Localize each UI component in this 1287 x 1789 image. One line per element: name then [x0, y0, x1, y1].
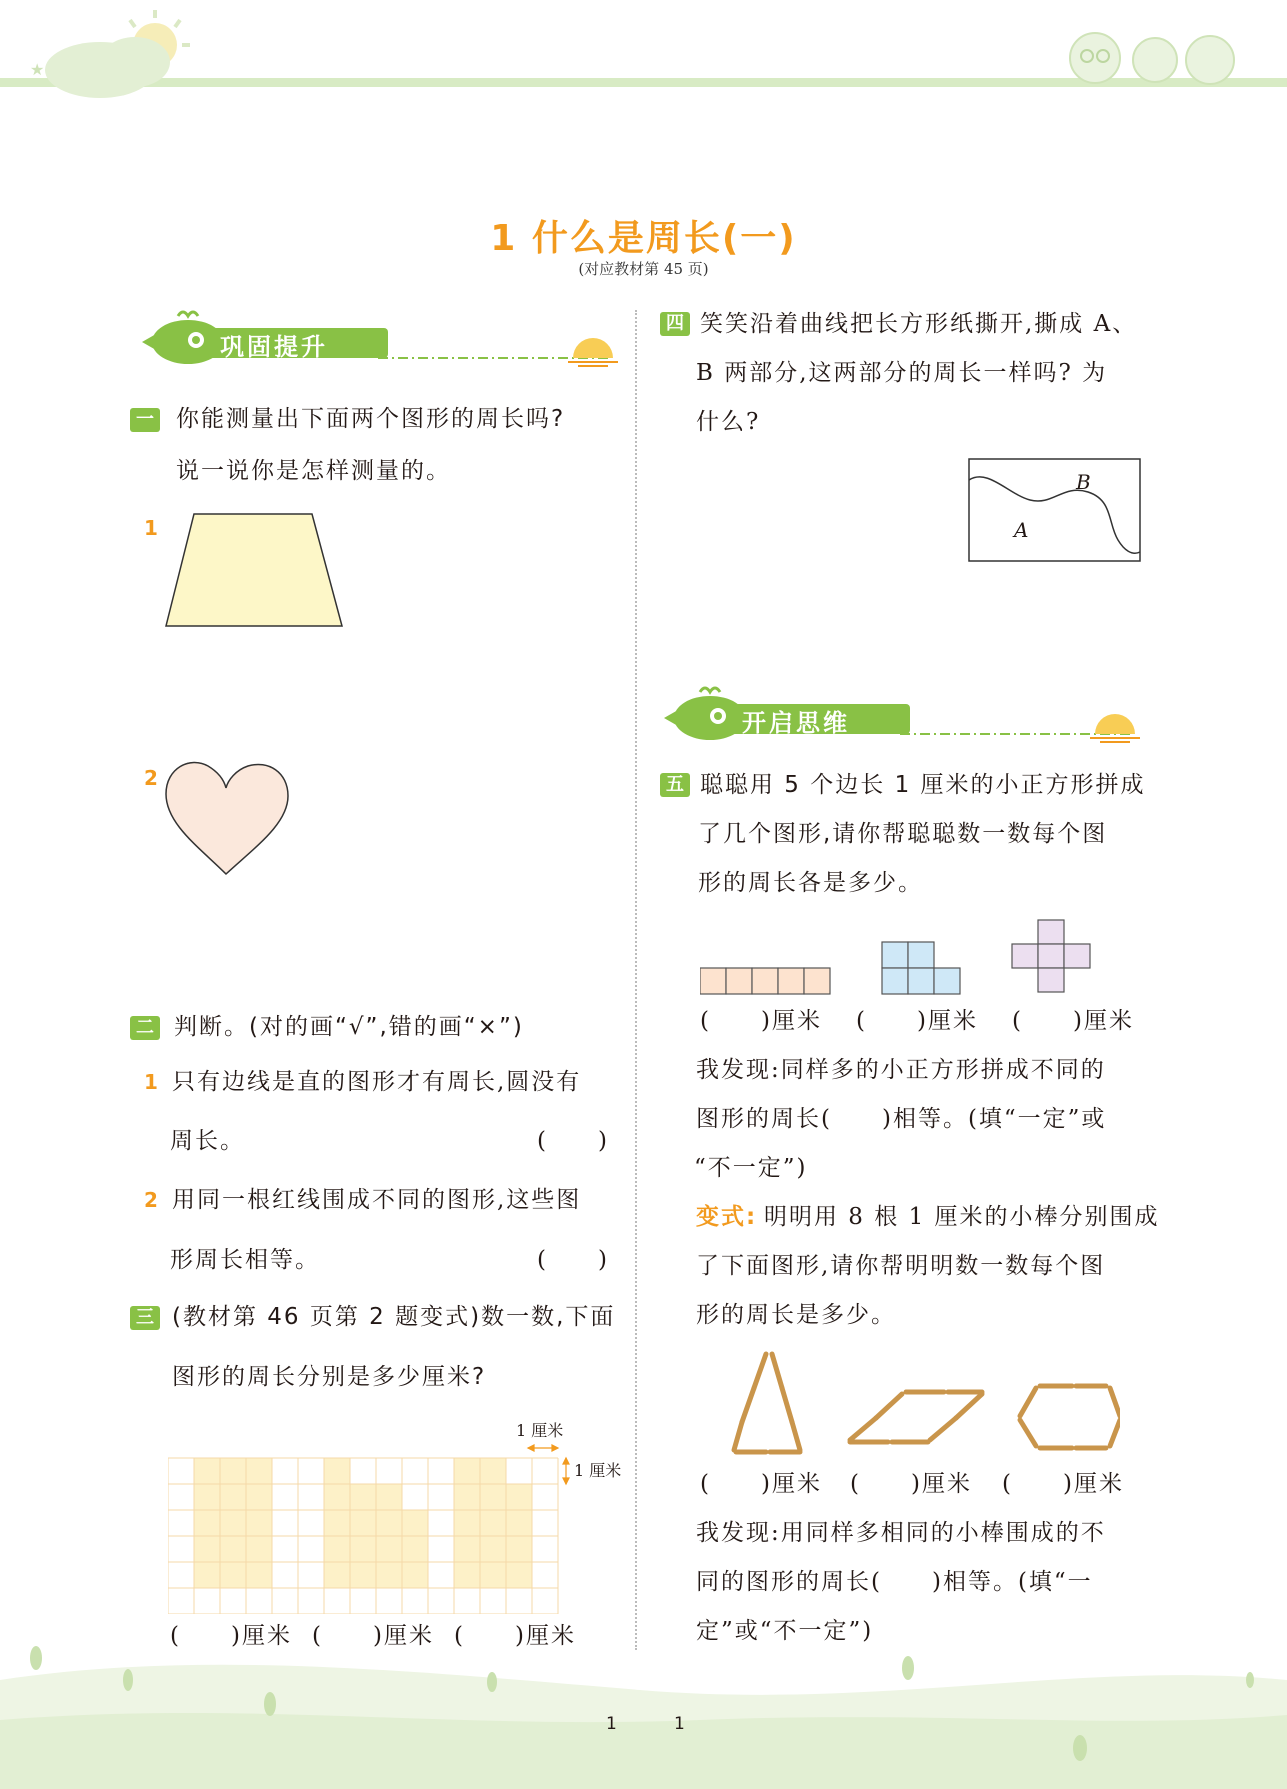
question-badge-1: 一: [130, 408, 160, 432]
grid-shaded-cell: [454, 1562, 480, 1588]
q5-find5: 同的图形的周长( )相等。(填“一: [696, 1569, 1093, 1595]
grid-shaded-cell: [220, 1562, 246, 1588]
heart-shape: [160, 758, 300, 883]
section-title-think: 开启思维: [742, 709, 850, 737]
q5-answer-1[interactable]: ( )厘米: [700, 1008, 822, 1034]
q5-var-answer-2[interactable]: ( )厘米: [850, 1471, 972, 1497]
grid-shaded-cell: [376, 1536, 402, 1562]
q5-line1: 聪聪用 5 个边长 1 厘米的小正方形拼成: [700, 772, 1146, 798]
grid-shaded-cell: [324, 1562, 350, 1588]
sun-icon: [1090, 708, 1140, 744]
question-badge-4: 四: [660, 312, 690, 336]
q5-find1: 我发现:同样多的小正方形拼成不同的: [696, 1057, 1106, 1083]
q2-item1-answer[interactable]: ( ): [537, 1128, 609, 1154]
figure-parallelogram: [850, 1392, 982, 1442]
page-subtitle: (对应教材第 45 页): [578, 260, 709, 278]
section-banner-think: [660, 686, 1140, 746]
whale-icon: [138, 310, 618, 370]
question-badge-5: 五: [660, 773, 690, 797]
q5-find3: “不一定”): [694, 1155, 808, 1181]
section-banner-consolidate: [138, 310, 618, 370]
q1-line2: 说一说你是怎样测量的。: [176, 458, 451, 484]
q3-line1: (教材第 46 页第 2 题变式)数一数,下面: [172, 1304, 616, 1330]
q5-var2: 了下面图形,请你帮明明数一数每个图: [696, 1253, 1106, 1279]
page-number-right: 1: [674, 1714, 685, 1734]
q1-item1-number: 1: [144, 516, 158, 540]
q5-line2: 了几个图形,请你帮聪聪数一数每个图: [698, 821, 1108, 847]
q1-item2-number: 2: [144, 766, 158, 790]
stick-figures: [730, 1348, 1120, 1458]
grid-shaded-cell: [376, 1562, 402, 1588]
grid-shaded-cell: [194, 1562, 220, 1588]
grid-shaded-cell: [350, 1510, 376, 1536]
grid-shaded-cell: [376, 1484, 402, 1510]
q5-answer-2[interactable]: ( )厘米: [856, 1008, 978, 1034]
page-number-left: 1: [606, 1714, 617, 1734]
grid-shaded-cell: [220, 1510, 246, 1536]
grid-shaded-cell: [506, 1510, 532, 1536]
q5-var3: 形的周长是多少。: [696, 1302, 896, 1328]
grid-shaded-cell: [246, 1510, 272, 1536]
animal-faces-icon: [1055, 18, 1255, 88]
q2-prompt: 判断。(对的画“√”,错的画“×”): [174, 1014, 524, 1040]
grid-shaded-cell: [402, 1510, 428, 1536]
q3-line2: 图形的周长分别是多少厘米?: [172, 1364, 487, 1390]
grid-shaded-cell: [324, 1510, 350, 1536]
grid-shaded-cell: [324, 1458, 350, 1484]
grid-shaded-cell: [350, 1562, 376, 1588]
grid-shaded-cell: [454, 1458, 480, 1484]
grid-shaded-cell: [246, 1458, 272, 1484]
figure-row-of-five: [700, 968, 830, 994]
label-b: B: [1076, 470, 1091, 494]
grid-shaded-cell: [454, 1536, 480, 1562]
q2-item2-line1: 用同一根红线围成不同的图形,这些图: [172, 1187, 582, 1213]
question-badge-3: 三: [130, 1306, 160, 1330]
torn-rectangle-figure: [968, 458, 1142, 562]
variant-label: 变式:: [696, 1204, 758, 1230]
q2-item1-number: 1: [144, 1070, 158, 1094]
q4-line2: B 两部分,这两部分的周长一样吗? 为: [696, 360, 1108, 386]
q5-answer-3[interactable]: ( )厘米: [1012, 1008, 1134, 1034]
column-divider: [635, 310, 637, 1650]
grid-shaded-cell: [454, 1484, 480, 1510]
q5-var-answer-3[interactable]: ( )厘米: [1002, 1471, 1124, 1497]
q2-item2-answer[interactable]: ( ): [537, 1247, 609, 1273]
q4-line1: 笑笑沿着曲线把长方形纸撕开,撕成 A、: [700, 311, 1138, 337]
q2-item2-line2: 形周长相等。: [170, 1247, 320, 1273]
grid-shaded-cell: [220, 1484, 246, 1510]
unit-label-horizontal: 1 厘米: [516, 1421, 564, 1440]
grid-shaded-cell: [402, 1562, 428, 1588]
question-badge-2: 二: [130, 1016, 160, 1040]
label-a: A: [1014, 518, 1029, 542]
sun-icon: [568, 332, 618, 368]
figure-l-shape: [882, 942, 960, 994]
grid-shaded-cell: [506, 1562, 532, 1588]
grid-shaded-cell: [324, 1484, 350, 1510]
q5-find4: 我发现:用同样多相同的小棒围成的不: [696, 1520, 1106, 1546]
q2-item1-line1: 只有边线是直的图形才有周长,圆没有: [172, 1069, 582, 1095]
square-figures: [700, 918, 1130, 998]
grid-figure: [168, 1434, 580, 1614]
grid-shaded-cell: [402, 1536, 428, 1562]
q5-find2: 图形的周长( )相等。(填“一定”或: [696, 1106, 1107, 1132]
grid-shaded-cell: [480, 1484, 506, 1510]
q5-line3: 形的周长各是多少。: [698, 870, 923, 896]
grid-shaded-cell: [194, 1484, 220, 1510]
grid-shaded-cell: [194, 1510, 220, 1536]
grid-shaded-cell: [246, 1484, 272, 1510]
grid-shaded-cell: [376, 1510, 402, 1536]
q3-answer-3[interactable]: ( )厘米: [454, 1623, 576, 1649]
grid-shaded-cell: [350, 1536, 376, 1562]
figure-triangle: [734, 1354, 800, 1452]
grid-shaded-cell: [480, 1562, 506, 1588]
q3-answer-1[interactable]: ( )厘米: [170, 1623, 292, 1649]
grid-shaded-cell: [194, 1458, 220, 1484]
grid-shaded-cell: [506, 1536, 532, 1562]
section-title-consolidate: 巩固提升: [220, 333, 328, 361]
grid-shaded-cell: [350, 1484, 376, 1510]
grid-shaded-cell: [246, 1562, 272, 1588]
q2-item2-number: 2: [144, 1188, 158, 1212]
trapezoid-shape: [160, 510, 350, 630]
q5-var-answer-1[interactable]: ( )厘米: [700, 1471, 822, 1497]
q2-item1-line2: 周长。: [170, 1128, 245, 1154]
grid-shaded-cell: [480, 1536, 506, 1562]
whale-icon: [660, 686, 1140, 746]
svg-text:★: ★: [30, 60, 45, 79]
footer-landscape: [0, 1620, 1287, 1789]
q5-find6: 定”或“不一定”): [696, 1618, 874, 1644]
grid-shaded-cell: [324, 1536, 350, 1562]
unit-label-vertical: 1 厘米: [574, 1461, 622, 1480]
q1-line1: 你能测量出下面两个图形的周长吗?: [176, 406, 566, 432]
figure-cross: [1012, 920, 1090, 992]
grid-shaded-cell: [506, 1484, 532, 1510]
q5-var1: 明明用 8 根 1 厘米的小棒分别围成: [764, 1204, 1160, 1230]
grid-shaded-cell: [246, 1536, 272, 1562]
grid-shaded-cell: [480, 1510, 506, 1536]
figure-hexagon: [1020, 1386, 1120, 1448]
grid-shaded-cell: [220, 1458, 246, 1484]
grid-shaded-cell: [480, 1458, 506, 1484]
cloud-sun-icon: [0, 0, 200, 110]
grid-shaded-cell: [194, 1536, 220, 1562]
grid-shaded-cell: [454, 1510, 480, 1536]
grid-shaded-cell: [220, 1536, 246, 1562]
page-title: 1 什么是周长(一): [490, 218, 797, 259]
q3-answer-2[interactable]: ( )厘米: [312, 1623, 434, 1649]
q4-line3: 什么?: [696, 409, 761, 435]
